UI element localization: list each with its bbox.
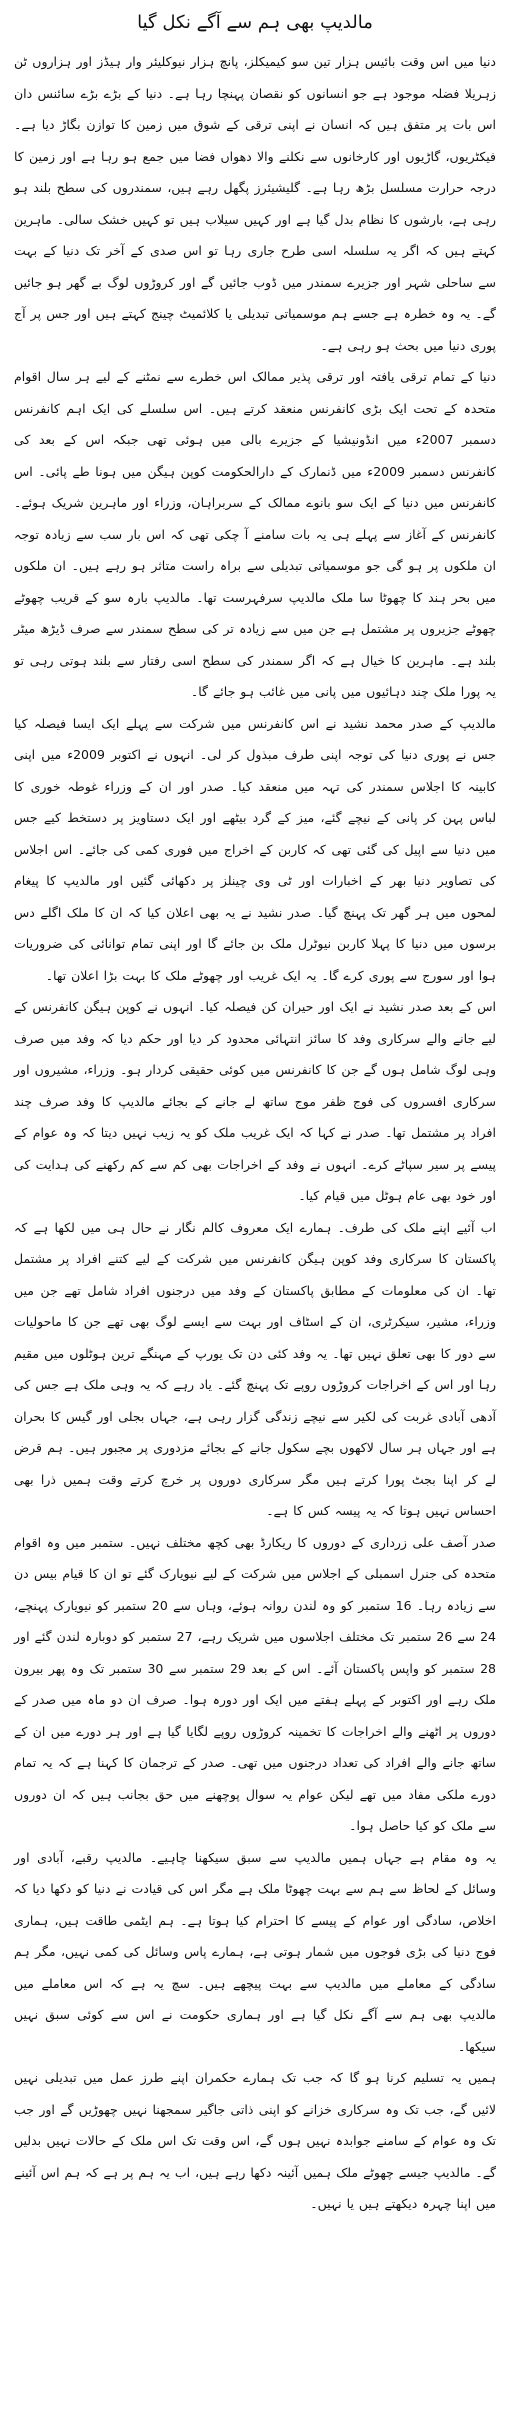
article-paragraph: اب آئیے اپنے ملک کی طرف۔ ہمارے ایک معروف کالم نگار نے حال ہی میں لکھا ہے کہ پاکستان کا سرکاری وفد کوپن ہیگن کانفرنس میں شرکت کے لیے کتنے افراد پر مشتمل تھا۔ ان کی معلومات کے مطابق پاکستان کے وفد میں درجنوں افراد شامل تھے جن میں وزراء، مشیر، سیکرٹری، ان کے اسٹاف اور بہت سے ایسے لوگ بھی تھے جن کا ماحولیات سے دور کا بھی تعلق نہیں تھا۔ یہ وفد کئی دن تک یورپ کے مہنگے ترین ہوٹلوں میں مقیم رہا اور اس کے اخراجات کروڑوں روپے تک پہنچ گئے۔ یاد رہے کہ یہ وہی ملک ہے جس کی آدھی آبادی غربت کی لکیر سے نیچے زندگی گزار رہی ہے، جہاں بجلی اور گیس کا بحران ہے اور جہاں ہر سال لاکھوں بچے سکول جانے کے بجائے مزدوری پر مجبور ہیں۔ ہم قرض لے کر اپنا بجٹ پورا کرتے ہیں مگر سرکاری دوروں پر خرچ کرتے وقت ہمیں ذرا بھی احساس نہیں ہوتا کہ یہ پیسہ کس کا ہے۔ xyxy=(14,1219,496,1518)
article-paragraph: دنیا کے تمام ترقی یافتہ اور ترقی پذیر ممالک اس خطرے سے نمٹنے کے لیے ہر سال اقوام متحدہ کے تحت ایک بڑی کانفرنس منعقد کرتے ہیں۔ اس سلسلے کی ایک اہم کانفرنس دسمبر 2007ء میں انڈونیشیا کے جزیرے بالی میں ہوئی تھی جبکہ اس کے بعد کی کانفرنس دسمبر 2009ء میں ڈنمارک کے دارالحکومت کوپن ہیگن میں ہونا طے پائی۔ اس کانفرنس میں دنیا کے ایک سو بانوے ممالک کے سربراہان، وزراء اور ماہرین شریک ہوئے۔ کانفرنس کے آغاز سے پہلے ہی یہ بات سامنے آ چکی تھی کہ اس بار سب سے زیادہ توجہ ان ملکوں پر ہو گی جو موسمیاتی تبدیلی سے براہ راست متاثر ہو رہے ہیں۔ ان ملکوں میں بحر ہند کا چھوٹا سا ملک مالدیپ سرفہرست تھا۔ مالدیپ بارہ سو کے قریب چھوٹے چھوٹے جزیروں پر مشتمل ہے جن میں سے زیادہ تر کی سطح سمندر سے صرف ڈیڑھ میٹر بلند ہے۔ ماہرین کا خیال ہے کہ اگر سمندر کی سطح اسی رفتار سے بلند ہوتی رہی تو یہ پورا ملک چند دہائیوں میں پانی میں غائب ہو جائے گا۔ xyxy=(14,369,496,699)
article-paragraph: صدر آصف علی زرداری کے دوروں کا ریکارڈ بھی کچھ مختلف نہیں۔ ستمبر میں وہ اقوام متحدہ کی جنرل اسمبلی کے اجلاس میں شرکت کے لیے نیویارک گئے تو ان کا قیام بیس دن سے زیادہ رہا۔ 16 ستمبر کو وہ لندن روانہ ہوئے، وہاں سے 20 ستمبر کو نیویارک پہنچے، 24 سے 26 ستمبر تک مختلف اجلاسوں میں شریک رہے، 27 ستمبر کو دوبارہ لندن گئے اور 28 ستمبر کو واپس پاکستان آئے۔ اس کے بعد 29 ستمبر سے 30 ستمبر تک وہ پھر بیرون ملک رہے اور اکتوبر کے پہلے ہفتے میں ایک اور دورہ ہوا۔ صرف ان دو ماہ میں صدر کے دوروں پر اٹھنے والے اخراجات کا تخمینہ کروڑوں روپے لگایا گیا ہے اور ہر دورے میں ان کے ساتھ جانے والے افراد کی تعداد درجنوں میں تھی۔ صدر کے ترجمان کا کہنا ہے کہ یہ تمام دورے ملکی مفاد میں تھے لیکن عوام یہ سوال پوچھنے میں حق بجانب ہیں کہ ان دوروں سے ملک کو کیا حاصل ہوا۔ xyxy=(14,1534,497,1833)
article-paragraph: دنیا میں اس وقت بائیس ہزار تین سو کیمیکلز، پانچ ہزار نیوکلیئر وار ہیڈز اور ہزاروں ٹن زہریلا فضلہ موجود ہے جو انسانوں کو نقصان پہنچا رہا ہے۔ دنیا کے بڑے بڑے سائنس دان اس بات پر متفق ہیں کہ انسان نے اپنی ترقی کے شوق میں زمین کا توازن بگاڑ دیا ہے۔ فیکٹریوں، گاڑیوں اور کارخانوں سے نکلنے والا دھواں فضا میں جمع ہو رہا ہے اور زمین کا درجہ حرارت مسلسل بڑھ رہا ہے۔ گلیشیئرز پگھل رہے ہیں، سمندروں کی سطح بلند ہو رہی ہے، بارشوں کا نظام بدل گیا ہے اور کہیں سیلاب ہیں تو کہیں خشک سالی۔ ماہرین کہتے ہیں کہ اگر یہ سلسلہ اسی طرح جاری رہا تو اس صدی کے آخر تک دنیا کے بہت سے ساحلی شہر اور جزیرے سمندر میں ڈوب جائیں گے اور کروڑوں لوگ بے گھر ہو جائیں گے۔ یہ وہ خطرہ ہے جسے ہم موسمیاتی تبدیلی یا کلائمیٹ چینج کہتے ہیں اور جس پر آج پوری دنیا میں بحث ہو رہی ہے۔ xyxy=(14,54,496,353)
article-paragraph: مالدیپ کے صدر محمد نشید نے اس کانفرنس میں شرکت سے پہلے ایک ایسا فیصلہ کیا جس نے پوری دنیا کی توجہ اپنی طرف مبذول کر لی۔ انہوں نے اکتوبر 2009ء میں اپنی کابینہ کا اجلاس سمندر کی تہہ میں منعقد کیا۔ صدر اور ان کے وزراء غوطہ خوری کا لباس پہن کر پانی کے نیچے گئے، میز کے گرد بیٹھے اور ایک دستاویز پر دستخط کیے جس میں دنیا سے اپیل کی گئی تھی کہ کاربن کے اخراج میں فوری کمی کی جائے۔ اس اجلاس کی تصاویر دنیا بھر کے اخبارات اور ٹی وی چینلز پر دکھائی گئیں اور مالدیپ کا پیغام لمحوں میں ہر گھر تک پہنچ گیا۔ صدر نشید نے یہ بھی اعلان کیا کہ ان کا ملک اگلے دس برسوں میں دنیا کا پہلا کاربن نیوٹرل ملک بن جائے گا اور اپنی تمام توانائی کی ضروریات ہوا اور سورج سے پوری کرے گا۔ یہ ایک غریب اور چھوٹے ملک کا بہت بڑا اعلان تھا۔ xyxy=(14,715,497,983)
article-paragraph: ہمیں یہ تسلیم کرنا ہو گا کہ جب تک ہمارے حکمران اپنے طرز عمل میں تبدیلی نہیں لائیں گے، جب تک وہ سرکاری خزانے کو اپنی ذاتی جاگیر سمجھنا نہیں چھوڑیں گے اور جب تک وہ عوام کے سامنے جوابدہ نہیں ہوں گے، اس وقت تک اس ملک کے حالات نہیں بدلیں گے۔ مالدیپ جیسے چھوٹے ملک ہمیں آئینہ دکھا رہے ہیں، اب یہ ہم پر ہے کہ ہم اس آئینے میں اپنا چہرہ دیکھتے ہیں یا نہیں۔ xyxy=(14,2070,496,2211)
article-paragraph: اس کے بعد صدر نشید نے ایک اور حیران کن فیصلہ کیا۔ انہوں نے کوپن ہیگن کانفرنس کے لیے جانے والے سرکاری وفد کا سائز انتہائی محدود کر دیا اور حکم دیا کہ وفد میں صرف وہی لوگ شامل ہوں گے جن کا کانفرنس میں کوئی حقیقی کردار ہو۔ وزراء، مشیروں اور سرکاری افسروں کی فوج ظفر موج ساتھ لے جانے کے بجائے مالدیپ کا وفد صرف چند افراد پر مشتمل تھا۔ صدر نے کہا کہ ایک غریب ملک کو یہ زیب نہیں دیتا کہ وہ عوام کے پیسے پر سیر سپاٹے کرے۔ انہوں نے وفد کے اخراجات بھی کم سے کم رکھنے کی ہدایت کی اور خود بھی عام ہوٹل میں قیام کیا۔ xyxy=(14,999,496,1203)
article-headline: مالدیپ بھی ہم سے آگے نکل گیا xyxy=(137,12,373,33)
article-body xyxy=(14,46,496,2220)
article-paragraph: یہ وہ مقام ہے جہاں ہمیں مالدیپ سے سبق سیکھنا چاہیے۔ مالدیپ رقبے، آبادی اور وسائل کے لحاظ سے ہم سے بہت چھوٹا ملک ہے مگر اس کی قیادت نے دنیا کو دکھا دیا کہ اخلاص، سادگی اور عوام کے پیسے کا احترام کیا ہوتا ہے۔ ہم ایٹمی طاقت ہیں، ہماری فوج دنیا کی بڑی فوجوں میں شمار ہوتی ہے، ہمارے پاس وسائل کی کمی نہیں، مگر ہم سادگی کے معاملے میں مالدیپ سے بہت پیچھے ہیں۔ سچ یہ ہے کہ اس معاملے میں مالدیپ بھی ہم سے آگے نکل گیا ہے اور ہماری حکومت نے اس سے کوئی سبق نہیں سیکھا۔ xyxy=(14,1849,496,2054)
